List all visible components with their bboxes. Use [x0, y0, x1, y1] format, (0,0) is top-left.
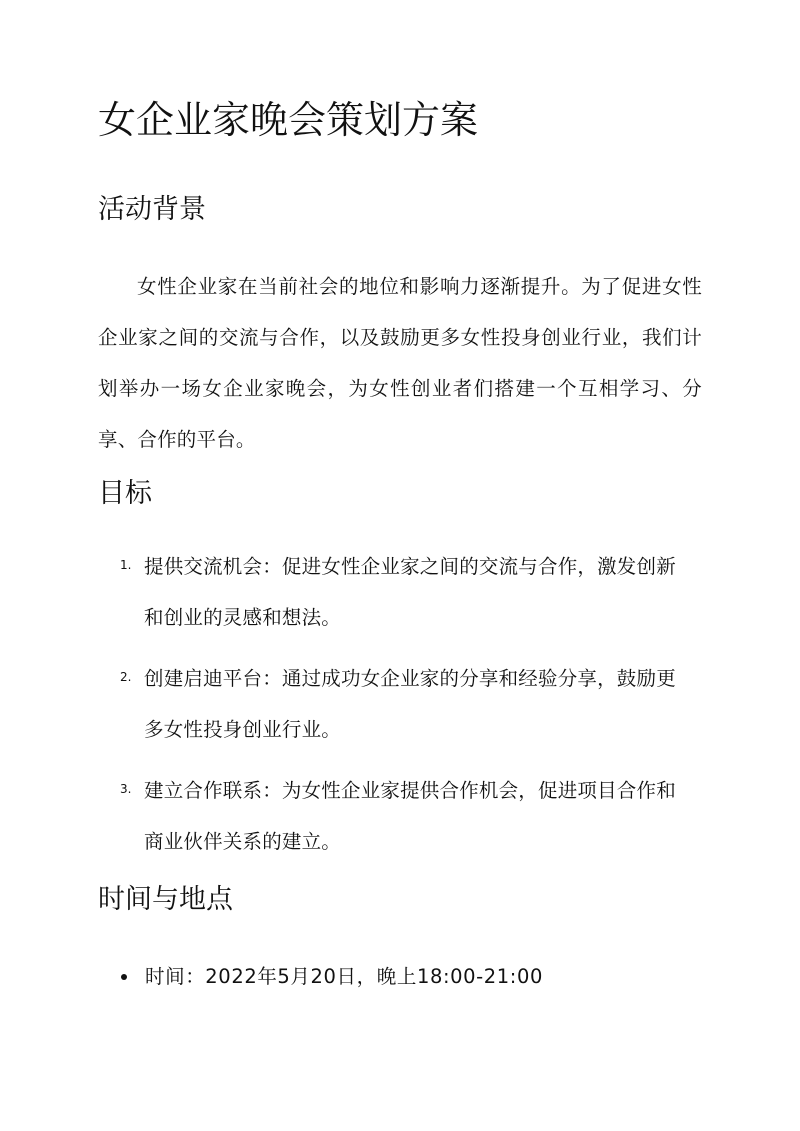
document-title: 女企业家晚会策划方案: [98, 98, 479, 142]
list-item-text: 建立合作联系：为女性企业家提供合作机会，促进项目合作和商业伙伴关系的建立。: [144, 779, 676, 853]
time-place-list-item: [98, 951, 702, 1002]
list-number: 1.: [120, 558, 132, 572]
list-item-text: 创建启迪平台：通过成功女企业家的分享和经验分享，鼓励更多女性投身创业行业。: [144, 667, 676, 741]
background-paragraph: 女性企业家在当前社会的地位和影响力逐渐提升。为了促进女性企业家之间的交流与合作，以及鼓励更多女性投身创业行业，我们计划举办一场女企业家晚会，为女性创业者们搭建一个互相学习、分享、合作的平台。: [98, 275, 702, 451]
section-heading-goals: 目标: [98, 478, 152, 509]
list-number: 2.: [120, 670, 132, 684]
list-number: 3.: [120, 782, 132, 796]
bullet-icon: [121, 974, 127, 980]
section-heading-time-place: 时间与地点: [98, 884, 233, 915]
time-text: 时间：2022年5月20日，晚上18:00-21:00: [145, 965, 543, 988]
section-heading-background: 活动背景: [98, 194, 206, 225]
list-item-text: 提供交流机会：促进女性企业家之间的交流与合作，激发创新和创业的灵感和想法。: [144, 555, 676, 629]
